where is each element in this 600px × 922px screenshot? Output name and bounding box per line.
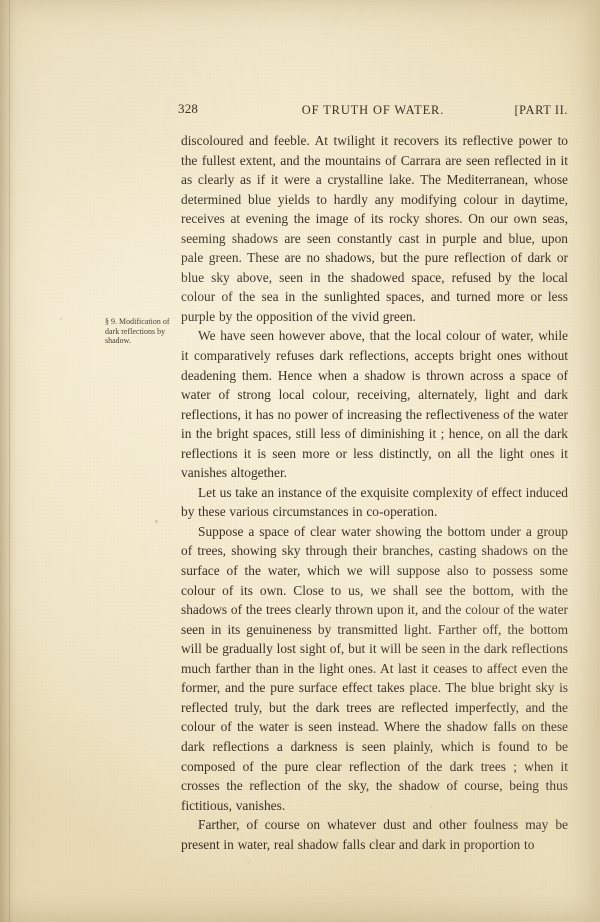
paragraph: We have seen however above, that the local colour of water, while it comparatively refuses dark reflections, accepts bright ones without deadening them. Hence when a shadow is thrown across a space of water of strong local colour, receiving, alternately, light and dark reflections, it has no power of increasing the reflectiveness of the water in the bright spaces, still less of diminishing it ; hence, on all the dark reflections it is seen more or less distinctly, on all the light ones it vanishes altogether. <box>181 328 568 481</box>
part-label: [PART II. <box>514 103 568 117</box>
paragraph: discoloured and feeble. At twilight it recovers its reflective power to the fullest extent, and the mountains of Carrara are seen reflected in it as clearly as if it were a crystalline lake. The Mediterranean, whose determined blue yields to hardly any modifying colour in daytime, receives at evening the image of its rocky shores. On our own seas, seeming shadows are seen constantly cast in purple and blue, upon pale green. These are no shadows, but the pure reflection of dark or blue sky above, seen in the shadowed space, refused by the local colour of the sea in the sunlighted spaces, and turned more or less purple by the opposition of the vivid green. <box>181 133 568 324</box>
paragraph: Let us take an instance of the exquisite complexity of effect induced by these various circumstances in co-operation. <box>181 484 568 520</box>
marginal-note: § 9. Modification of dark reflections by shadow. <box>105 317 170 346</box>
running-title: OF TRUTH OF WATER. <box>301 103 445 117</box>
paragraph: Farther, of course on whatever dust and other foulness may be present in water, real shadow falls clear and dark in proportion to <box>181 817 568 852</box>
running-head <box>178 101 568 117</box>
page-number: 328 <box>178 101 199 116</box>
paragraph: Suppose a space of clear water showing the bottom under a group of trees, showing sky through their branches, casting shadows on the surface of the water, which we will suppose also to possess some colour of its own. Close to us, we shall see the bottom, with the shadows of the trees clearly thrown upon it, and the colour of the water seen in its genuineness by transmitted light. Farther off, the bottom will be gradually lost sight of, but it will be seen in the dark reflections much farther than in the light ones. At last it ceases to affect even the former, and the pure surface effect takes place. The blue bright sky is reflected truly, but the dark trees are reflected imperfectly, and the colour of the water is seen instead. Where the shadow falls on these dark reflections a darkness is seen plainly, which is found to be composed of the pure clear reflection of the dark trees ; when it crosses the reflection of the sky, the shadow of course, being thus fictitious, vanishes. <box>181 523 568 813</box>
text-column <box>181 131 568 854</box>
